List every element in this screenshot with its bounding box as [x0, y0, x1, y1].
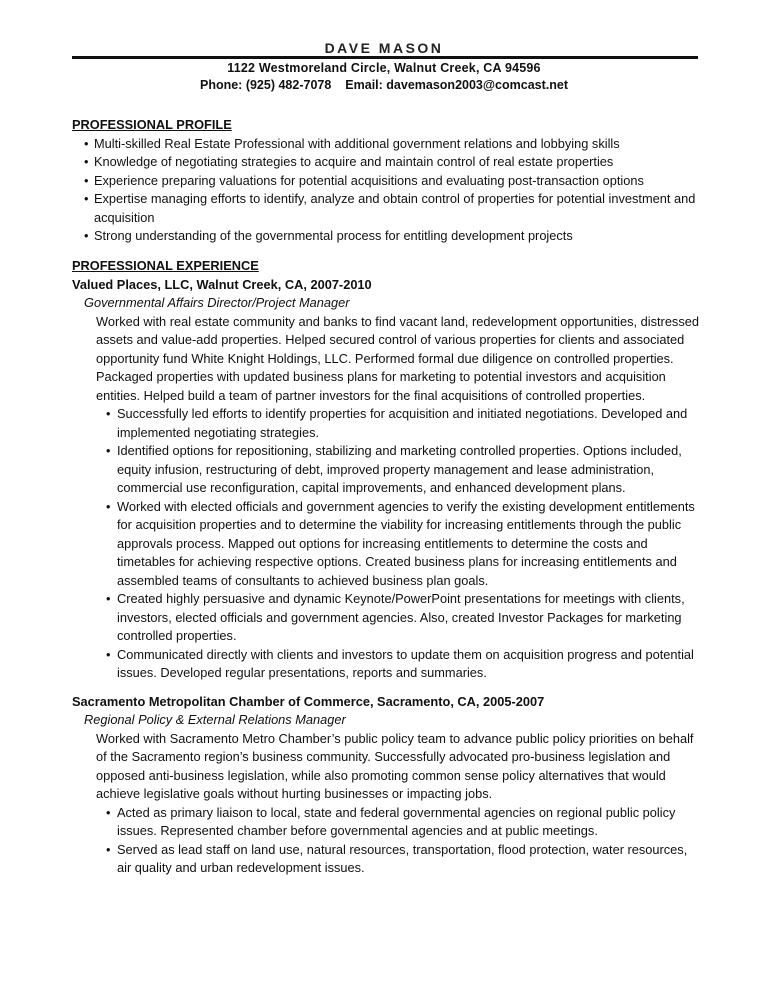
accomplishment-item: • Served as lead staff on land use, natural resources, transportation, flood protection, water resources, air quality and urban redevelopment issues. — [96, 841, 702, 878]
address: 1122 Westmoreland Circle, Walnut Creek, CA 94596 — [227, 61, 541, 75]
job-company: Sacramento Metropolitan Chamber of Commerce, Sacramento, CA, 2005-2007 — [72, 693, 545, 709]
job-entry — [72, 693, 702, 878]
profile-list — [72, 135, 702, 246]
resume-name: DAVE MASON — [324, 40, 444, 56]
profile-item: • Knowledge of negotiating strategies to acquire and maintain control of real estate properties — [72, 153, 702, 172]
job-description: Worked with Sacramento Metro Chamber’s public policy team to advance public policy priorities on behalf of the Sacramento region’s business community. Successfully advocated pro-business legislation and opposed anti-business legislation, while also promoting common sense policy alternatives that would achieve legislative goals without hurting businesses or impacting jobs. — [96, 730, 694, 801]
job-accomplishments — [72, 804, 702, 878]
contact-line — [0, 78, 768, 92]
professional-experience-section — [72, 257, 702, 878]
job-accomplishments — [72, 405, 702, 683]
spacer — [72, 683, 702, 693]
accomplishment-item: • Worked with elected officials and government agencies to verify the existing development entitlements for acquisition properties and to determine the viability for increasing entitlements through the public approvals process. Mapped out options for increasing entitlements to determine the costs and timetables for achieving respective options. Created business plans for increasing entitlements and assembled teams of consultants to achieved business plan goals. — [96, 498, 702, 591]
job-role: Governmental Affairs Director/Project Manager — [84, 295, 350, 310]
profile-item: • Expertise managing efforts to identify, analyze and obtain control of properties for potential investment and acquisition — [72, 190, 702, 227]
job-description: Worked with real estate community and banks to find vacant land, redevelopment opportunities, distressed assets and value-add properties. Helped secured control of various properties for clients and associated opportunity fund White Knight Holdings, LLC. Performed formal due diligence on controlled properties. Packaged properties with updated business plans for marketing to potential investors and acquisition entities. Helped build a team of partner investors for the final acquisitions of controlled properties. — [96, 313, 699, 403]
accomplishment-item: • Acted as primary liaison to local, state and federal governmental agencies on regional public policy issues. Represented chamber before governmental agencies and at public meetings. — [96, 804, 702, 841]
profile-item: • Experience preparing valuations for potential acquisitions and evaluating post-transaction options — [72, 172, 702, 191]
experience-heading: PROFESSIONAL EXPERIENCE — [72, 258, 259, 273]
header-divider — [72, 56, 698, 59]
accomplishment-item: • Communicated directly with clients and investors to update them on acquisition progress and potential issues. Developed regular presentations, reports and summaries. — [96, 646, 702, 683]
email: Email: davemason2003@comcast.net — [345, 78, 569, 92]
accomplishment-item: • Created highly persuasive and dynamic Keynote/PowerPoint presentations for meetings with clients, investors, elected officials and government agencies. Also, created Investor Packages for marketing controlled properties. — [96, 590, 702, 646]
accomplishment-item: • Identified options for repositioning, stabilizing and marketing controlled properties. Options included, equity infusion, restructuring of debt, improved property management and lease administration, commercial use reconfiguration, capital improvements, and enhanced development plans. — [96, 442, 702, 498]
job-company: Valued Places, LLC, Walnut Creek, CA, 2007-2010 — [72, 276, 372, 292]
phone: Phone: (925) 482-7078 — [199, 78, 332, 92]
job-entry — [72, 276, 702, 683]
professional-profile-section — [72, 116, 702, 246]
job-role: Regional Policy & External Relations Manager — [84, 712, 346, 727]
accomplishment-item: • Successfully led efforts to identify properties for acquisition and initiated negotiations. Developed and implemented negotiating strategies. — [96, 405, 702, 442]
profile-item: • Multi-skilled Real Estate Professional with additional government relations and lobbying skills — [72, 135, 702, 154]
profile-heading: PROFESSIONAL PROFILE — [72, 117, 232, 132]
profile-item: • Strong understanding of the governmental process for entitling development projects — [72, 227, 702, 246]
